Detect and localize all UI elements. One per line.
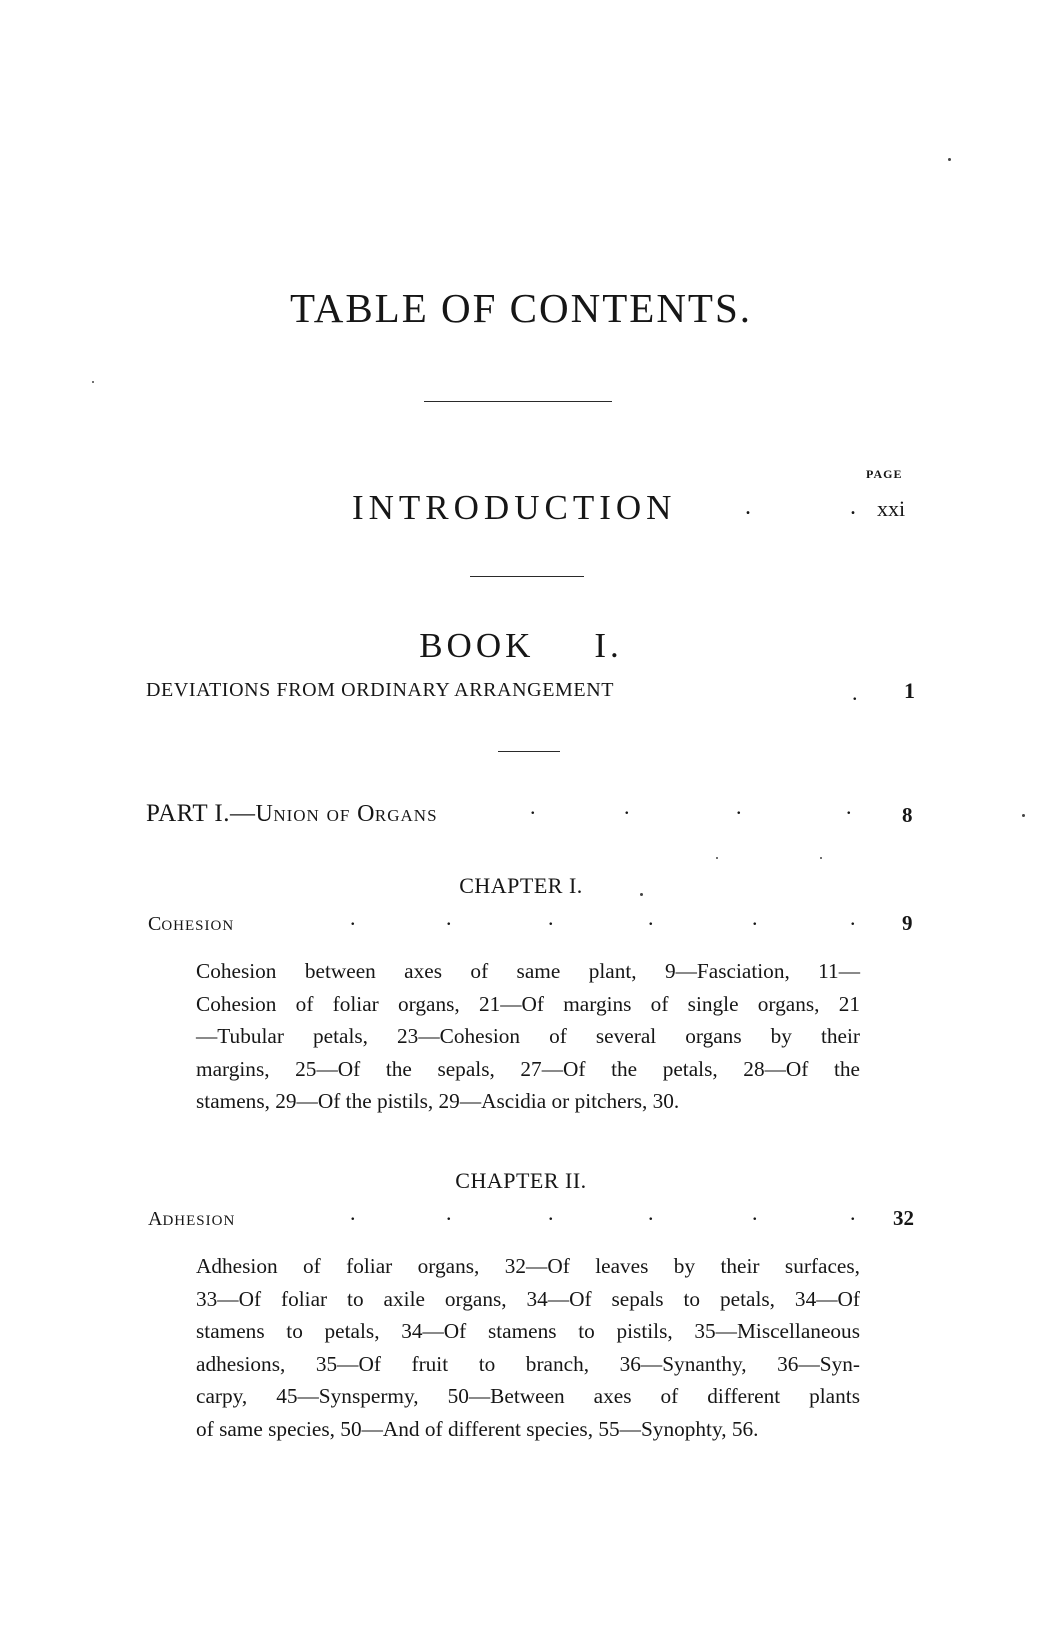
scan-speck (820, 857, 822, 859)
summary-line: stamens to petals, 34—Of stamens to pistils, 35—Miscellaneous (196, 1319, 860, 1344)
leader-dot: . (548, 905, 554, 930)
chapter-summary (196, 1250, 860, 1446)
leader-dot: . (648, 1200, 654, 1225)
entry-page-number: xxi (877, 496, 906, 521)
scan-speck (92, 381, 94, 383)
part-title-rest: NION (273, 806, 320, 825)
entry-title-cap: A (148, 1208, 163, 1230)
entry-page-number: 8 (902, 803, 913, 827)
summary-line: stamens, 29—Of the pistils, 29—Ascidia or pitchers, 30. (196, 1089, 680, 1114)
leader-dot: . (852, 680, 858, 705)
leader-dot: . (850, 494, 856, 520)
entry-page-number: 1 (904, 678, 915, 703)
page-column-label: PAGE (866, 467, 903, 481)
section-divider (470, 576, 584, 577)
leader-dot: . (446, 1200, 452, 1225)
scan-speck (1022, 814, 1025, 817)
summary-line: adhesions, 35—Of fruit to branch, 36—Synanthy, 36—Syn- (196, 1351, 860, 1376)
scan-speck (716, 857, 718, 859)
entry-page-number: 9 (902, 911, 913, 935)
part-title-cap: U (255, 801, 274, 827)
leader-dot: . (350, 1200, 356, 1225)
page-title: TABLE OF CONTENTS. (289, 285, 753, 331)
leader-dot: . (850, 1200, 856, 1225)
chapter-summary (196, 955, 860, 1118)
summary-line: margins, 25—Of the sepals, 27—Of the petals, 28—Of the (196, 1056, 860, 1081)
book-heading (0, 628, 1042, 663)
part-prefix: PART I.— (146, 800, 256, 827)
leader-dot: . (446, 905, 452, 930)
scan-speck (948, 158, 951, 161)
leader-dot: . (530, 794, 536, 819)
summary-line: of same species, 50—And of different species, 55—Synophty, 56. (196, 1416, 759, 1441)
part-title-rest: RGANS (374, 806, 438, 825)
leader-dot: . (350, 905, 356, 930)
part-title-word: OF (326, 806, 351, 825)
book-label: BOOK (419, 626, 535, 665)
toc-entry-cohesion[interactable] (148, 913, 234, 936)
book-subtitle[interactable]: DEVIATIONS FROM ORDINARY ARRANGEMENT (146, 679, 615, 701)
toc-entry-adhesion[interactable] (148, 1208, 235, 1231)
title-divider (424, 401, 612, 402)
book-number: I. (594, 626, 623, 665)
entry-title: INTRODUCTION (352, 488, 677, 527)
summary-line: Cohesion between axes of same plant, 9—Fasciation, 11— (196, 959, 860, 983)
toc-entry-part-1[interactable] (146, 800, 438, 828)
summary-line: carpy, 45—Synspermy, 50—Between axes of different plants (196, 1384, 860, 1409)
section-divider (498, 751, 560, 752)
leader-dot: . (648, 905, 654, 930)
leader-dot: . (850, 905, 856, 930)
entry-title-rest: OHESION (161, 918, 235, 934)
leader-dot: . (846, 794, 852, 819)
leader-dot: . (548, 1200, 554, 1225)
chapter-heading: CHAPTER II. (455, 1168, 587, 1193)
summary-line: 33—Of foliar to axile organs, 34—Of sepals to petals, 34—Of (196, 1286, 860, 1311)
leader-dot: . (624, 794, 630, 819)
summary-line: —Tubular petals, 23—Cohesion of several organs by their (196, 1024, 860, 1049)
entry-title-cap: C (148, 913, 162, 935)
part-title-cap: O (357, 801, 375, 827)
entry-page-number: 32 (893, 1206, 914, 1230)
leader-dot: . (736, 794, 742, 819)
summary-line: Cohesion of foliar organs, 21—Of margins of single organs, 21 (196, 991, 860, 1016)
leader-dot: . (752, 1200, 758, 1225)
chapter-heading: CHAPTER I. (459, 873, 583, 898)
entry-title-rest: DHESION (162, 1213, 236, 1229)
leader-dot: . (752, 905, 758, 930)
toc-entry-introduction[interactable] (0, 490, 1042, 530)
scan-speck (640, 893, 643, 896)
leader-dot: . (745, 494, 751, 520)
summary-line: Adhesion of foliar organs, 32—Of leaves by their surfaces, (196, 1254, 860, 1278)
